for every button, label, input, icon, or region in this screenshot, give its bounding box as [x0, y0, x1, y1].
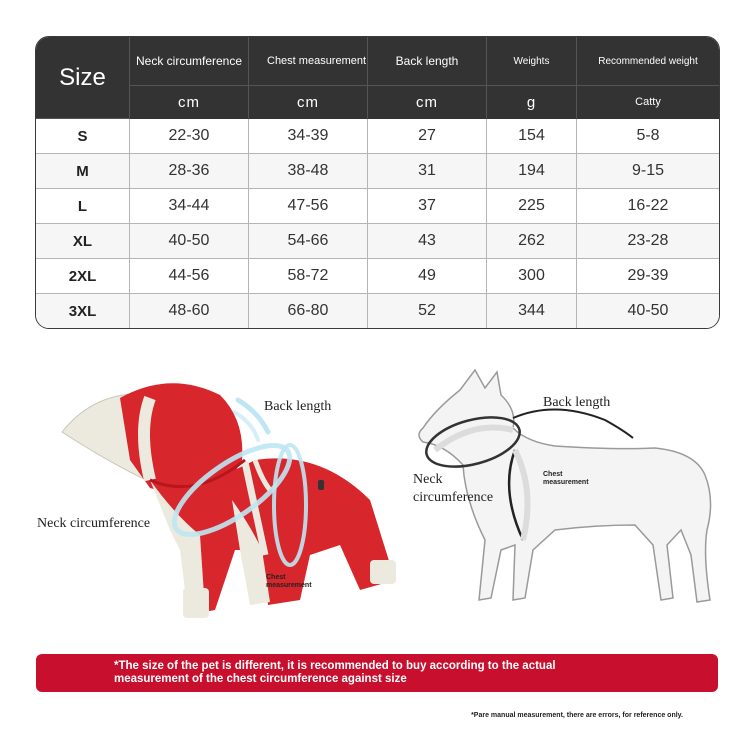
- neck-header: Neck circumference: [130, 37, 249, 86]
- back-length-cell: 37: [368, 189, 487, 224]
- weight-cell: 344: [487, 294, 577, 328]
- table-row: [36, 189, 719, 224]
- back-length-cell: 27: [368, 119, 487, 154]
- neck-cell: 34-44: [130, 189, 249, 224]
- table-row: [36, 154, 719, 189]
- weight-cell: 262: [487, 224, 577, 259]
- chest-cell: 54-66: [249, 224, 368, 259]
- back-length-cell: 31: [368, 154, 487, 189]
- dog-chest-line2: measurement: [543, 479, 589, 486]
- table-row: [36, 224, 719, 259]
- weights-unit: g: [487, 86, 577, 119]
- recommended-weight-cell: 16-22: [577, 189, 719, 224]
- header-row: [36, 37, 719, 86]
- weight-cell: 154: [487, 119, 577, 154]
- notice-text: [114, 660, 674, 686]
- raincoat-chest-line1: Chest: [266, 574, 286, 581]
- chest-cell: 47-56: [249, 189, 368, 224]
- neck-cell: 44-56: [130, 259, 249, 294]
- recommended-weight-cell: 5-8: [577, 119, 719, 154]
- recommended-weight-header: Recommended weight: [577, 37, 719, 86]
- back-length-header: Back length: [368, 37, 487, 86]
- size-cell: L: [36, 189, 130, 224]
- unit-row: [36, 86, 719, 119]
- chest-cell: 38-48: [249, 154, 368, 189]
- dog-chest-label: [543, 471, 589, 487]
- chest-cell: 58-72: [249, 259, 368, 294]
- size-cell: 2XL: [36, 259, 130, 294]
- notice-line2: measurement of the chest circumference against size: [114, 673, 407, 685]
- size-cell: 3XL: [36, 294, 130, 328]
- dog-chest-line1: Chest: [543, 471, 563, 478]
- back-length-cell: 52: [368, 294, 487, 328]
- table-row: [36, 294, 719, 328]
- neck-cell: 48-60: [130, 294, 249, 328]
- recommended-weight-cell: 29-39: [577, 259, 719, 294]
- measurement-footnote: *Pare manual measurement, there are errors, for reference only.: [471, 712, 683, 719]
- recommended-weight-cell: 9-15: [577, 154, 719, 189]
- table-row: [36, 119, 719, 154]
- raincoat-neck-label: Neck circumference: [37, 516, 151, 531]
- size-chart-table: [35, 36, 720, 329]
- measurement-illustrations: [0, 350, 750, 640]
- size-cell: S: [36, 119, 130, 154]
- notice-line1: *The size of the pet is different, it is recommended to buy according to the actual: [114, 660, 556, 672]
- neck-unit: cm: [130, 86, 249, 119]
- neck-cell: 40-50: [130, 224, 249, 259]
- dog-neck-line1: Neck: [413, 472, 443, 487]
- chest-unit: cm: [249, 86, 368, 119]
- back-length-cell: 43: [368, 224, 487, 259]
- table-row: [36, 259, 719, 294]
- dog-neck-label: [413, 471, 493, 507]
- back-length-cell: 49: [368, 259, 487, 294]
- size-cell: XL: [36, 224, 130, 259]
- chest-header: Chest measurement: [249, 37, 368, 86]
- raincoat-chest-line2: measurement: [266, 582, 312, 589]
- weight-cell: 225: [487, 189, 577, 224]
- raincoat-back-length-label: Back length: [264, 399, 332, 414]
- chest-cell: 66-80: [249, 294, 368, 328]
- size-header: Size: [36, 37, 130, 119]
- neck-cell: 28-36: [130, 154, 249, 189]
- weight-cell: 194: [487, 154, 577, 189]
- back-length-unit: cm: [368, 86, 487, 119]
- dog-neck-line2: circumference: [413, 490, 494, 505]
- raincoat-illustration: [0, 350, 420, 640]
- size-cell: M: [36, 154, 130, 189]
- size-notice-banner: [36, 654, 718, 692]
- chest-cell: 34-39: [249, 119, 368, 154]
- neck-cell: 22-30: [130, 119, 249, 154]
- recommended-weight-cell: 40-50: [577, 294, 719, 328]
- raincoat-chest-label: [266, 574, 312, 590]
- recommended-weight-unit: Catty: [577, 86, 719, 119]
- weight-cell: 300: [487, 259, 577, 294]
- weights-header: Weights: [487, 37, 577, 86]
- recommended-weight-cell: 23-28: [577, 224, 719, 259]
- dog-back-length-label: Back length: [543, 395, 611, 410]
